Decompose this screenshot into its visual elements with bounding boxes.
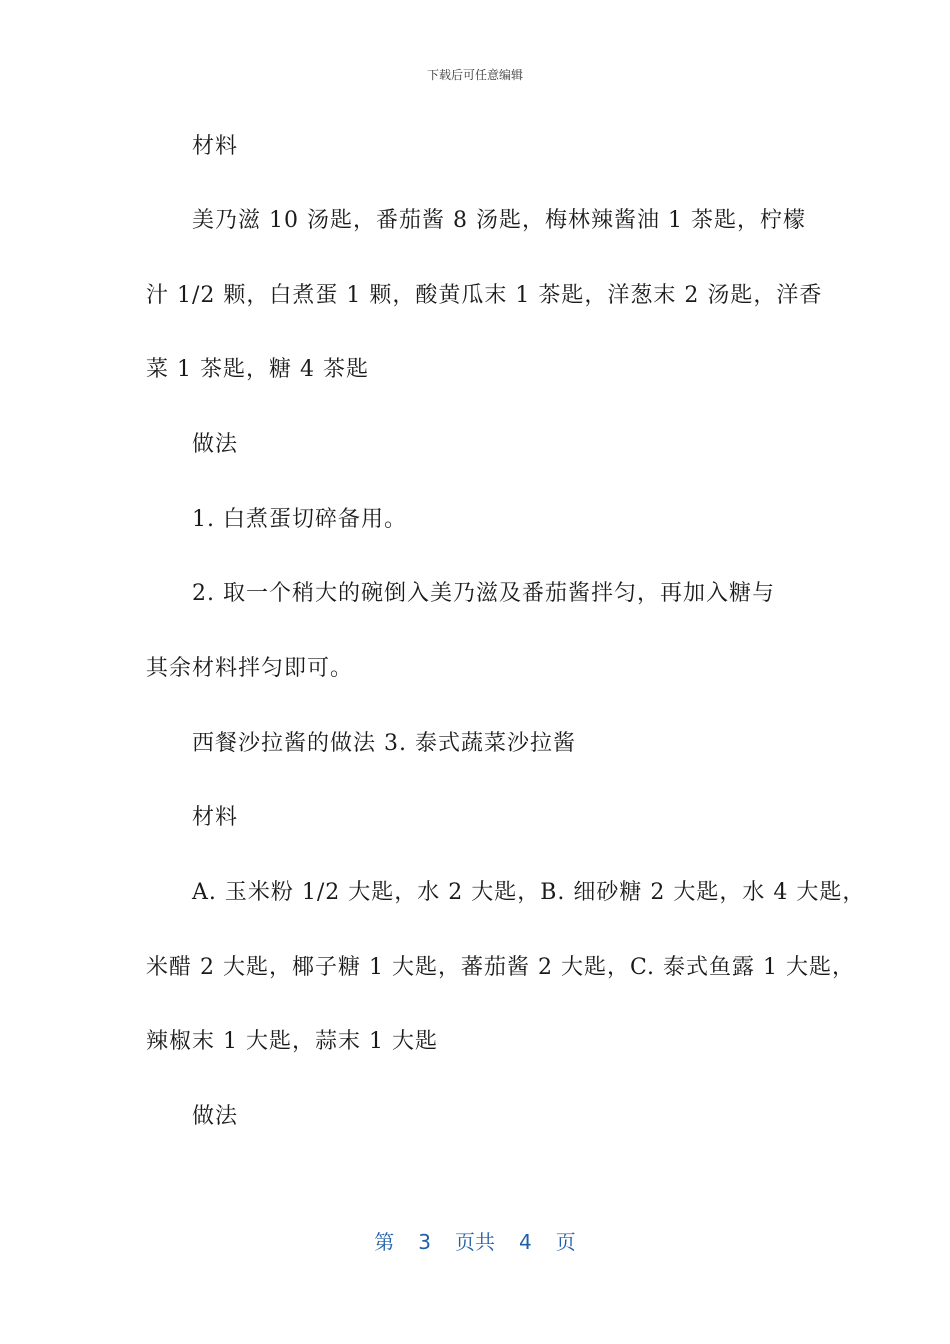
paragraph-line: 辣椒末 1 大匙，蒜末 1 大匙 — [146, 1029, 438, 1054]
step-line: 1. 白煮蛋切碎备用。 — [192, 507, 407, 532]
footer-current-page: 3 — [418, 1230, 431, 1254]
footer-label-page: 第 — [374, 1230, 395, 1254]
paragraph-line: 汁 1/2 颗，白煮蛋 1 颗，酸黄瓜末 1 茶匙，洋葱末 2 汤匙，洋香 — [146, 283, 823, 308]
section-heading-ingredients: 材料 — [192, 805, 239, 830]
paragraph-line: 菜 1 茶匙，糖 4 茶匙 — [146, 357, 369, 382]
header-note: 下载后可任意编辑 — [426, 68, 523, 82]
footer-label-end: 页 — [555, 1230, 576, 1254]
step-line: 2. 取一个稍大的碗倒入美乃滋及番茄酱拌匀，再加入糖与 — [192, 581, 775, 606]
recipe-title: 西餐沙拉酱的做法 3. 泰式蔬菜沙拉酱 — [192, 731, 576, 756]
footer-total-pages: 4 — [519, 1230, 532, 1254]
footer-label-of: 页共 — [455, 1230, 495, 1254]
page-footer — [0, 1226, 950, 1255]
section-heading-ingredients: 材料 — [192, 134, 239, 159]
paragraph-line: A. 玉米粉 1/2 大匙，水 2 大匙，B. 细砂糖 2 大匙，水 4 大匙， — [192, 880, 866, 905]
section-heading-method: 做法 — [192, 1104, 239, 1129]
step-line: 其余材料拌匀即可。 — [146, 656, 354, 681]
paragraph-line: 美乃滋 10 汤匙，番茄酱 8 汤匙，梅林辣酱油 1 茶匙，柠檬 — [192, 208, 806, 233]
section-heading-method: 做法 — [192, 432, 239, 457]
paragraph-line: 米醋 2 大匙，椰子糖 1 大匙，蕃茄酱 2 大匙，C. 泰式鱼露 1 大匙， — [146, 955, 855, 980]
